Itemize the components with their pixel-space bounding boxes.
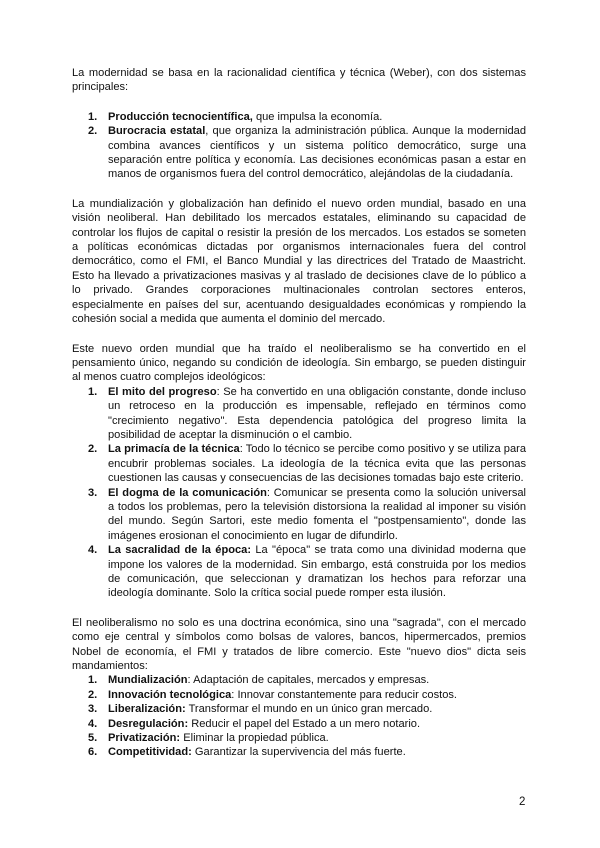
item-number: 1. [88, 385, 98, 398]
list-item [88, 688, 526, 702]
item-term: Burocracia estatal [108, 125, 206, 138]
ideological-complexes-list [88, 385, 526, 601]
commandments-list [88, 673, 526, 759]
new-order-paragraph: Este nuevo orden mundial que ha traído el neoliberalismo se ha convertido en el pensamiento único, negando su condición de ideología. Sin embargo, se pueden distinguir al menos cuatro complejos ideológicos: [72, 342, 526, 384]
neoliberalism-paragraph: El neoliberalismo no solo es una doctrina económica, sino una "sagrada", con el mercado como eje central y símbolos como bolsas de valores, bancos, hipermercados, premios Nobel de economía, el FMI y tratados de libre comercio. Este "nuevo dios" dicta seis mandamientos: [72, 616, 526, 673]
item-term: El dogma de la comunicación [108, 486, 267, 499]
item-text: : Comunicar se presenta como la solución universal a todos los problemas, pero la televisión distorsiona la realidad al imponer su visión del mundo. Según Sartori, este medio fomenta el "postpensamiento", donde las imágenes erosionan el conocimiento en lugar de difundirlo. [108, 486, 527, 542]
item-text: : Adaptación de capitales, mercados y empresas. [187, 674, 430, 687]
item-number: 3. [88, 703, 98, 716]
list-item [88, 673, 526, 687]
item-number: 1. [88, 110, 98, 123]
item-number: 2. [88, 125, 98, 138]
list-item [88, 702, 526, 716]
list-item [88, 442, 526, 485]
globalization-paragraph: La mundialización y globalización han definido el nuevo orden mundial, basado en una visión neoliberal. Han debilitado los mercados estatales, eliminando su capacidad de controlar los flujos de capital o resistir la presión de los mercados. Los estados se someten a políticas económicas dictadas por organismos internacionales fuera del control democrático, como el FMI, el Banco Mundial y las directrices del Tratado de Maastricht. Esto ha llevado a privatizaciones masivas y al traslado de decisiones clave de lo público a lo privado. Grandes corporaciones multinacionales controlan sectores enteros, especialmente en países del sur, acentuando desigualdades económicas y rompiendo la cohesión social a medida que aumenta el dominio del mercado. [72, 197, 526, 326]
item-number: 5. [88, 732, 98, 745]
item-text: Garantizar la supervivencia del más fuerte. [191, 746, 406, 759]
item-text: La "época" se trata como una divinidad moderna que impone los valores de la modernidad. Sin embargo, está construida por los medios de comunicación, que seleccionan y dramatizan los hechos para reforzar una ideología dominante. Solo la crítica social puede romper esta ilusión. [108, 544, 526, 600]
item-number: 1. [88, 674, 98, 687]
item-number: 3. [88, 486, 98, 499]
item-term: Liberalización: [108, 703, 186, 716]
item-text: : Se ha convertido en una obligación constante, donde incluso un retroceso en la producción es impensable, reflejado en términos como "crecimiento negativo". Esta dependencia patológica del progreso limita la posibilidad de aceptar la disminución o el cambio. [108, 385, 526, 441]
page-number: 2 [519, 796, 526, 808]
document-page [72, 66, 526, 760]
item-text: , que organiza la administración pública. Aunque la modernidad combina avances científicos y un sistema político democrático, surge una separación entre política y economía. Las decisiones económicas pasan a estar en manos de organismos fuera del control democrático, alejándolas de la ciudadanía. [108, 125, 526, 181]
item-number: 4. [88, 544, 98, 557]
list-item [88, 110, 526, 124]
item-text: Eliminar la propiedad pública. [180, 732, 329, 745]
list-item [88, 385, 526, 443]
item-term: Desregulación: [108, 717, 189, 730]
item-text: : Innovar constantemente para reducir costos. [231, 688, 457, 701]
item-term: La sacralidad de la época: [108, 544, 252, 557]
list-item [88, 486, 526, 544]
item-text: que impulsa la economía. [252, 110, 383, 123]
item-term: Producción tecnocientífica, [108, 110, 253, 123]
item-term: Privatización: [108, 732, 181, 745]
list-item [88, 731, 526, 745]
list-item [88, 745, 526, 759]
item-term: El mito del progreso [108, 385, 217, 398]
item-text: Transformar el mundo en un único gran mercado. [185, 703, 433, 716]
item-term: La primacía de la técnica [108, 443, 240, 456]
list-item [88, 124, 526, 182]
item-text: : Todo lo técnico se percibe como positivo y se utiliza para encubrir problemas sociales. La ideología de la técnica evita que las personas cuestionen las causas y consecuencias de las decisiones tomadas bajo este criterio. [108, 443, 526, 485]
systems-list [88, 110, 526, 182]
item-number: 6. [88, 746, 98, 759]
intro-paragraph: La modernidad se basa en la racionalidad científica y técnica (Weber), con dos sistemas principales: [72, 67, 526, 94]
list-item [88, 543, 526, 601]
item-term: Innovación tecnológica [108, 688, 232, 701]
item-text: Reducir el papel del Estado a un mero notario. [188, 717, 421, 730]
item-term: Mundialización [108, 674, 188, 687]
item-number: 2. [88, 443, 98, 456]
item-term: Competitividad: [108, 746, 192, 759]
item-number: 4. [88, 717, 98, 730]
list-item [88, 717, 526, 731]
item-number: 2. [88, 688, 98, 701]
